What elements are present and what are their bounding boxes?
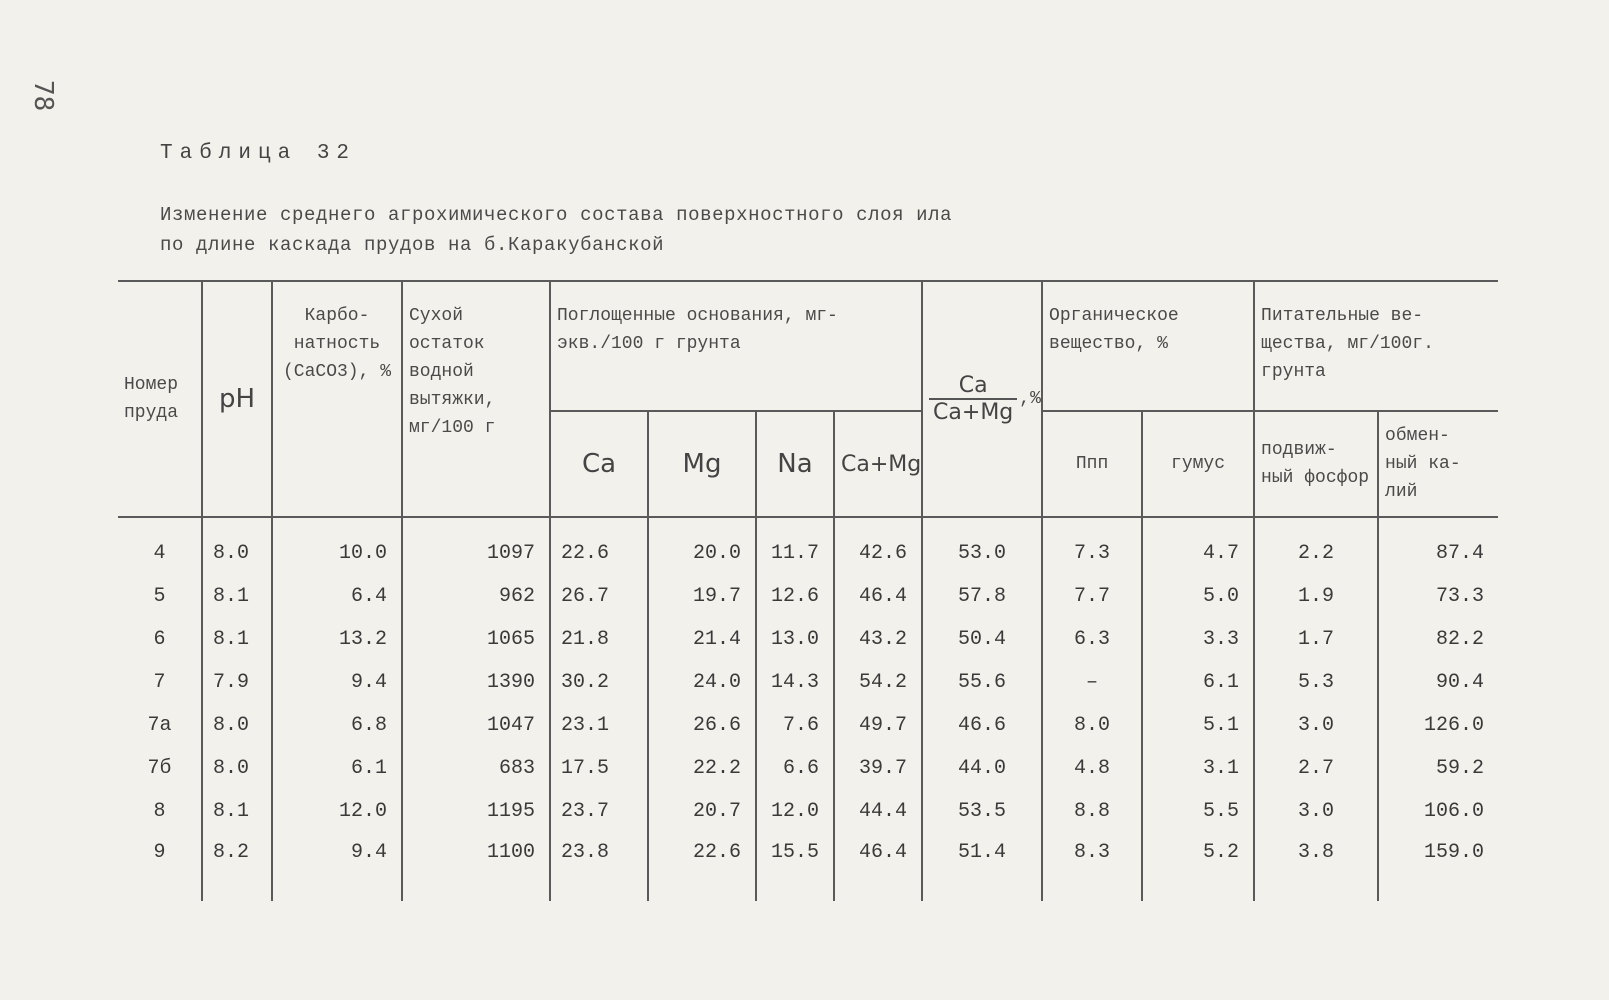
cell-dry-residue: 1390 bbox=[402, 661, 550, 704]
cell-ca: 23.1 bbox=[550, 704, 648, 747]
cell-humus: 5.2 bbox=[1142, 833, 1254, 901]
cell-ca-mg: 43.2 bbox=[834, 618, 922, 661]
cell-na: 12.0 bbox=[756, 790, 834, 833]
header-humus: гумус bbox=[1142, 411, 1254, 517]
cell-potassium: 59.2 bbox=[1378, 747, 1498, 790]
header-ppp: Ппп bbox=[1042, 411, 1142, 517]
cell-ph: 8.0 bbox=[202, 704, 272, 747]
caption-line-1: Изменение среднего агрохимического состава поверхностного слоя ила bbox=[160, 204, 953, 226]
cell-ca-ratio: 53.5 bbox=[922, 790, 1042, 833]
cell-na: 15.5 bbox=[756, 833, 834, 901]
cell-na: 11.7 bbox=[756, 517, 834, 575]
cell-ppp: – bbox=[1042, 661, 1142, 704]
header-absorbed-bases: Поглощенные основания, мг-экв./100 г грунта bbox=[550, 281, 922, 411]
cell-ppp: 8.3 bbox=[1042, 833, 1142, 901]
cell-potassium: 87.4 bbox=[1378, 517, 1498, 575]
cell-na: 7.6 bbox=[756, 704, 834, 747]
cell-carbonate: 9.4 bbox=[272, 661, 402, 704]
header-ph: pH bbox=[202, 281, 272, 517]
header-potassium: обмен- ный ка- лий bbox=[1378, 411, 1498, 517]
cell-ph: 8.2 bbox=[202, 833, 272, 901]
cell-ca-ratio: 51.4 bbox=[922, 833, 1042, 901]
cell-phosphorus: 5.3 bbox=[1254, 661, 1378, 704]
cell-pond-number: 9 bbox=[153, 841, 166, 864]
cell-ph: 8.1 bbox=[202, 618, 272, 661]
cell-humus: 6.1 bbox=[1142, 661, 1254, 704]
header-ca-ratio bbox=[922, 281, 1042, 517]
table-row bbox=[118, 833, 1498, 901]
table-label: Таблица 32 bbox=[160, 142, 357, 165]
cell-ca-mg: 44.4 bbox=[834, 790, 922, 833]
cell-ppp: 8.8 bbox=[1042, 790, 1142, 833]
table-row bbox=[118, 575, 1498, 618]
cell-carbonate: 6.1 bbox=[272, 747, 402, 790]
cell-ppp: 4.8 bbox=[1042, 747, 1142, 790]
cell-phosphorus: 3.0 bbox=[1254, 704, 1378, 747]
cell-potassium: 82.2 bbox=[1378, 618, 1498, 661]
cell-ph: 7.9 bbox=[202, 661, 272, 704]
table-caption bbox=[160, 200, 952, 260]
cell-potassium: 90.4 bbox=[1378, 661, 1498, 704]
header-phosphorus: подвиж- ный фосфор bbox=[1254, 411, 1378, 517]
table-row bbox=[118, 517, 1498, 575]
cell-pond-number: 7б bbox=[147, 757, 172, 780]
cell-mg: 22.2 bbox=[648, 747, 756, 790]
ratio-unit: ,% bbox=[1019, 389, 1041, 409]
cell-ca: 22.6 bbox=[550, 517, 648, 575]
cell-mg: 26.6 bbox=[648, 704, 756, 747]
cell-na: 14.3 bbox=[756, 661, 834, 704]
cell-ca-ratio: 44.0 bbox=[922, 747, 1042, 790]
cell-dry-residue: 1195 bbox=[402, 790, 550, 833]
cell-ph: 8.1 bbox=[202, 575, 272, 618]
header-ca: Ca bbox=[550, 411, 648, 517]
header-pond-number: Номер пруда bbox=[118, 281, 202, 517]
cell-pond-number: 6 bbox=[153, 628, 166, 651]
header-mg: Mg bbox=[648, 411, 756, 517]
cell-ca-ratio: 55.6 bbox=[922, 661, 1042, 704]
cell-carbonate: 6.8 bbox=[272, 704, 402, 747]
cell-humus: 3.1 bbox=[1142, 747, 1254, 790]
cell-dry-residue: 962 bbox=[402, 575, 550, 618]
cell-mg: 22.6 bbox=[648, 833, 756, 901]
header-dry-residue: Сухой остаток водной вытяжки, мг/100 г bbox=[402, 281, 550, 517]
cell-humus: 5.1 bbox=[1142, 704, 1254, 747]
cell-phosphorus: 2.2 bbox=[1254, 517, 1378, 575]
ratio-denominator: Ca+Mg bbox=[933, 400, 1014, 425]
page-number: 78 bbox=[28, 80, 58, 112]
cell-ph: 8.1 bbox=[202, 790, 272, 833]
cell-dry-residue: 683 bbox=[402, 747, 550, 790]
cell-mg: 20.7 bbox=[648, 790, 756, 833]
cell-phosphorus: 3.8 bbox=[1254, 833, 1378, 901]
cell-ppp: 8.0 bbox=[1042, 704, 1142, 747]
cell-potassium: 159.0 bbox=[1378, 833, 1498, 901]
cell-ca-ratio: 57.8 bbox=[922, 575, 1042, 618]
header-na: Na bbox=[756, 411, 834, 517]
cell-ca: 21.8 bbox=[550, 618, 648, 661]
cell-ca-ratio: 46.6 bbox=[922, 704, 1042, 747]
cell-ppp: 6.3 bbox=[1042, 618, 1142, 661]
cell-potassium: 106.0 bbox=[1378, 790, 1498, 833]
cell-na: 12.6 bbox=[756, 575, 834, 618]
cell-ph: 8.0 bbox=[202, 517, 272, 575]
table-row bbox=[118, 661, 1498, 704]
cell-phosphorus: 1.9 bbox=[1254, 575, 1378, 618]
table-row bbox=[118, 747, 1498, 790]
cell-carbonate: 6.4 bbox=[272, 575, 402, 618]
cell-pond-number: 7а bbox=[147, 714, 172, 737]
cell-dry-residue: 1097 bbox=[402, 517, 550, 575]
cell-mg: 19.7 bbox=[648, 575, 756, 618]
cell-ca-mg: 46.4 bbox=[834, 575, 922, 618]
table-body bbox=[118, 517, 1498, 901]
cell-mg: 20.0 bbox=[648, 517, 756, 575]
cell-ca: 17.5 bbox=[550, 747, 648, 790]
cell-carbonate: 10.0 bbox=[272, 517, 402, 575]
header-ca-mg: Ca+Mg bbox=[834, 411, 922, 517]
cell-pond-number: 7 bbox=[153, 671, 166, 694]
cell-ca-mg: 49.7 bbox=[834, 704, 922, 747]
cell-humus: 5.0 bbox=[1142, 575, 1254, 618]
cell-ca-mg: 54.2 bbox=[834, 661, 922, 704]
cell-humus: 5.5 bbox=[1142, 790, 1254, 833]
cell-carbonate: 12.0 bbox=[272, 790, 402, 833]
table-row bbox=[118, 790, 1498, 833]
cell-phosphorus: 3.0 bbox=[1254, 790, 1378, 833]
cell-na: 6.6 bbox=[756, 747, 834, 790]
cell-ppp: 7.3 bbox=[1042, 517, 1142, 575]
cell-humus: 4.7 bbox=[1142, 517, 1254, 575]
cell-dry-residue: 1100 bbox=[402, 833, 550, 901]
cell-dry-residue: 1065 bbox=[402, 618, 550, 661]
cell-mg: 24.0 bbox=[648, 661, 756, 704]
cell-ph: 8.0 bbox=[202, 747, 272, 790]
caption-line-2: по длине каскада прудов на б.Каракубанской bbox=[160, 234, 665, 256]
cell-phosphorus: 1.7 bbox=[1254, 618, 1378, 661]
cell-ca-ratio: 50.4 bbox=[922, 618, 1042, 661]
cell-ca: 30.2 bbox=[550, 661, 648, 704]
cell-ca: 26.7 bbox=[550, 575, 648, 618]
header-organic: Органическое вещество, % bbox=[1042, 281, 1254, 411]
table-row bbox=[118, 618, 1498, 661]
cell-carbonate: 13.2 bbox=[272, 618, 402, 661]
cell-humus: 3.3 bbox=[1142, 618, 1254, 661]
cell-pond-number: 4 bbox=[153, 542, 166, 565]
cell-potassium: 73.3 bbox=[1378, 575, 1498, 618]
cell-phosphorus: 2.7 bbox=[1254, 747, 1378, 790]
header-carbonate: Карбо- натность (CaCO3), % bbox=[272, 281, 402, 517]
cell-ppp: 7.7 bbox=[1042, 575, 1142, 618]
header-nutrients: Питательные ве- щества, мг/100г. грунта bbox=[1254, 281, 1498, 411]
cell-na: 13.0 bbox=[756, 618, 834, 661]
cell-ca-mg: 39.7 bbox=[834, 747, 922, 790]
agrochemical-table bbox=[118, 280, 1498, 901]
cell-ca-mg: 42.6 bbox=[834, 517, 922, 575]
cell-ca: 23.8 bbox=[550, 833, 648, 901]
ratio-numerator: Ca bbox=[929, 373, 1017, 400]
table-row bbox=[118, 704, 1498, 747]
cell-dry-residue: 1047 bbox=[402, 704, 550, 747]
cell-ca-ratio: 53.0 bbox=[922, 517, 1042, 575]
cell-mg: 21.4 bbox=[648, 618, 756, 661]
cell-pond-number: 5 bbox=[153, 585, 166, 608]
cell-ca: 23.7 bbox=[550, 790, 648, 833]
cell-potassium: 126.0 bbox=[1378, 704, 1498, 747]
cell-carbonate: 9.4 bbox=[272, 833, 402, 901]
cell-ca-mg: 46.4 bbox=[834, 833, 922, 901]
cell-pond-number: 8 bbox=[153, 800, 166, 823]
